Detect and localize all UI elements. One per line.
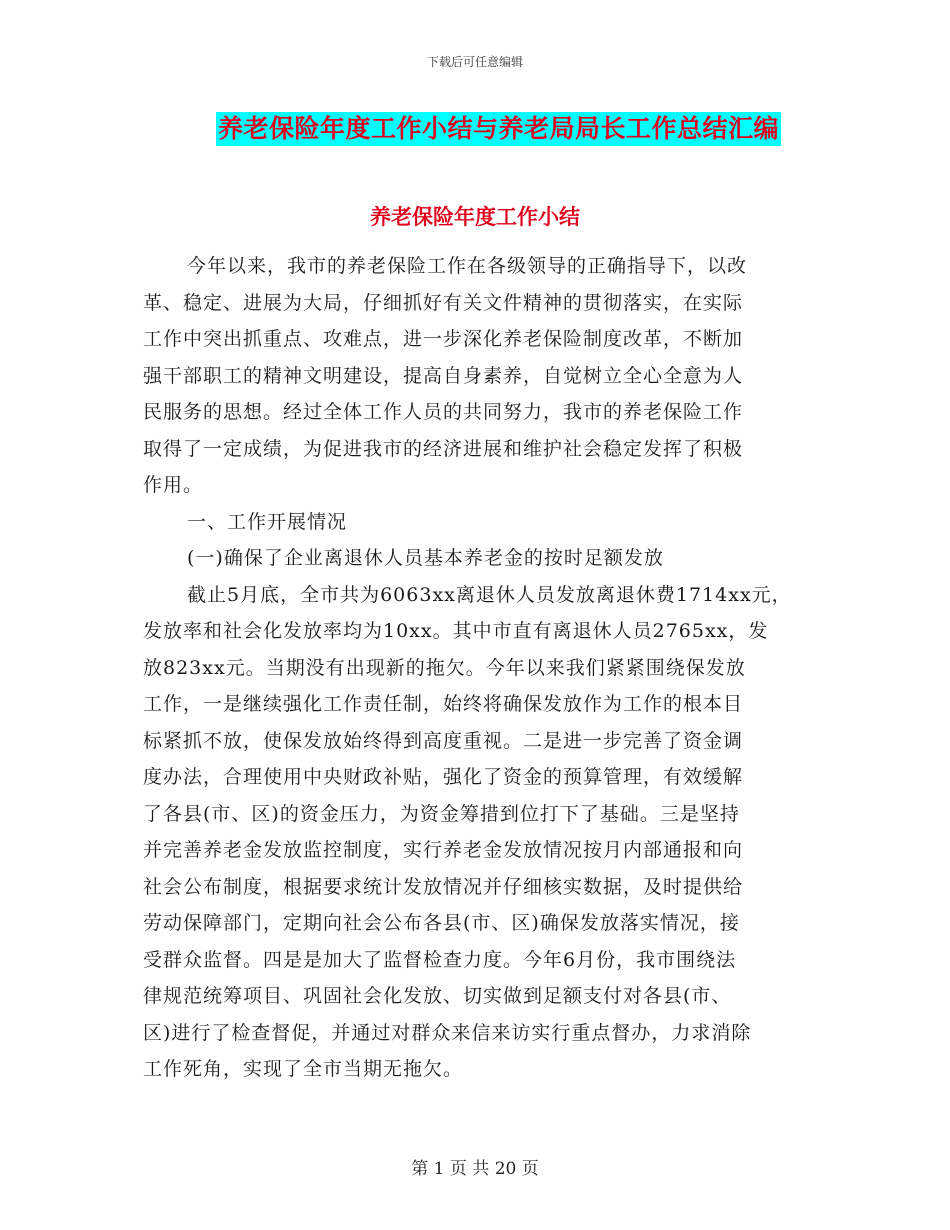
body-text <box>143 248 803 1088</box>
body-line: 受群众监督。四是是加大了监督检查力度。今年6月份，我市围绕法 <box>143 948 737 971</box>
body-line: 度办法，合理使用中央财政补贴，强化了资金的预算管理，有效缓解 <box>143 766 744 788</box>
body-line: 律规范统筹项目、巩固社会化发放、切实做到足额支付对各县(市、 <box>143 985 732 1007</box>
document-title: 养老保险年度工作小结与养老局局长工作总结汇编 <box>216 112 781 146</box>
body-line: 放823xx元。当期没有出现新的拖欠。今年以来我们紧紧围绕保发放 <box>143 656 746 679</box>
body-line: 强干部职工的精神文明建设，提高自身素养，自觉树立全心全意为人 <box>143 364 744 387</box>
body-line: 标紧抓不放，使保发放始终得到高度重视。二是进一步完善了资金调 <box>143 729 744 752</box>
section-title: 养老保险年度工作小结 <box>370 204 580 229</box>
body-line: 取得了一定成绩，为促进我市的经济进展和维护社会稳定发挥了积极 <box>143 437 744 460</box>
page-footer: 第 1 页 共 20 页 <box>411 1159 539 1179</box>
body-line: 发放率和社会化发放率均为10xx。其中市直有离退休人员2765xx，发 <box>143 620 769 642</box>
body-line: 工作，一是继续强化工作责任制，始终将确保发放作为工作的根本目 <box>143 693 744 715</box>
body-line: (一)确保了企业离退休人员基本养老金的按时足额发放 <box>187 547 664 569</box>
body-line: 区)进行了检查督促，并通过对群众来信来访实行重点督办，力求消除 <box>143 1021 752 1044</box>
body-line: 社会公布制度，根据要求统计发放情况并仔细核实数据，及时提供给 <box>143 875 744 898</box>
body-line: 并完善养老金发放监控制度，实行养老金发放情况按月内部通报和向 <box>143 839 744 861</box>
body-line: 作用。 <box>143 474 204 496</box>
document-title-wrap <box>0 112 950 146</box>
body-line: 劳动保障部门，定期向社会公布各县(市、区)确保发放落实情况，接 <box>143 912 740 934</box>
header-note: 下载后可任意编辑 <box>426 55 523 69</box>
body-line: 革、稳定、进展为大局，仔细抓好有关文件精神的贯彻落实，在实际 <box>143 291 744 314</box>
body-line: 一、工作开展情况 <box>187 510 348 533</box>
body-line: 截止5月底，全市共为6063xx离退休人员发放离退休费1714xx元， <box>187 583 792 606</box>
body-line: 工作死角，实现了全市当期无拖欠。 <box>143 1058 464 1080</box>
body-line: 工作中突出抓重点、攻难点，进一步深化养老保险制度改革，不断加 <box>143 328 744 350</box>
body-line: 了各县(市、区)的资金压力，为资金筹措到位打下了基础。三是坚持 <box>143 802 740 825</box>
body-line: 今年以来，我市的养老保险工作在各级领导的正确指导下，以改 <box>187 255 748 277</box>
body-line: 民服务的思想。经过全体工作人员的共同努力，我市的养老保险工作 <box>143 401 744 423</box>
